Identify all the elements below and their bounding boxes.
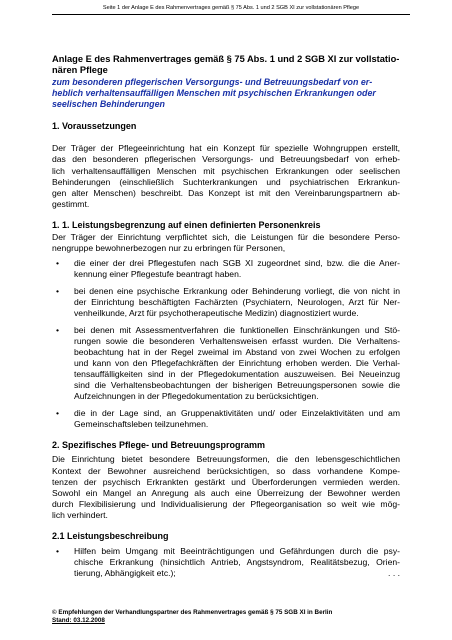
list-item-line: und kann von den Pflegefachkräften der Einrichtung erhoben werden. Die Verhal- xyxy=(74,358,400,369)
section-heading: 1. Voraussetzungen xyxy=(52,121,137,132)
footer-copyright: © Empfehlungen der Verhandlungspartner des Rahmenvertrages gemäß § 75 SGB XI in Berlin xyxy=(52,609,333,616)
paragraph-line: gen alter Menschen) beschreibt. Das Konzept ist mit den Vereinbarungspartnern ab- xyxy=(52,187,400,198)
footer-date: Stand: 03.12.2008 xyxy=(52,617,105,624)
bullet-marker: • xyxy=(56,325,60,336)
subtitle-line: seelischen Behinderungen xyxy=(52,99,165,110)
title-line: Anlage E des Rahmenvertrages gemäß § 75 Abs. 1 und 2 SGB XI zur vollstatio- xyxy=(52,54,400,64)
list-item-line: die einer der drei Pflegestufen nach SGB XI zugeordnet sind, bzw. die die Aner- xyxy=(74,257,400,268)
paragraph-line: Kontext der Bewohner ausreichend berücksichtigen, so dass vorhandene Kompe- xyxy=(52,465,400,476)
paragraph-line: Der Träger der Einrichtung verpflichtet sich, die Leistungen für die besondere Perso- xyxy=(52,231,400,242)
section-paragraph xyxy=(52,143,400,209)
list-item-line: die in der Lage sind, an Gruppenaktivitäten und/ oder Einzelaktivitäten und am xyxy=(74,408,400,419)
paragraph-line: Die Einrichtung bietet besondere Betreuungsformen, die den lebensgeschichtlichen xyxy=(52,454,400,465)
list-item-line: der Einrichtung beschäftigten Fachärzten (Psychiatern, Neurologen, Arzt für Ner- xyxy=(74,296,400,307)
list-item-line: sind die Verhaltensbeobachtungen der bisherigen Betreuungspersonen sowie die xyxy=(74,380,400,391)
list-item-line: beobachtung hat in der Regel zweimal im Abstand von zwei Wochen zu erfolgen xyxy=(74,347,400,358)
list-item-line: kennung einer Pflegestufe beantragt haben. xyxy=(74,268,242,279)
list-item xyxy=(52,325,400,402)
list-item-line: bei denen mit Assessmentverfahren die funktionellen Einschränkungen und Stö- xyxy=(74,325,400,336)
section-heading: 2. Spezifisches Pflege- und Betreuungsprogramm xyxy=(52,440,266,451)
paragraph-line: lich verhaltensauffälligen Menschen mit psychischen Erkrankungen oder seelischen xyxy=(52,165,400,176)
list-item xyxy=(52,286,400,319)
paragraph-line: das den besonderen pflegerischen Versorgungs- und Betreuungsbedarf von erheb- xyxy=(52,154,400,165)
bullet-marker: • xyxy=(56,408,60,419)
page-footer xyxy=(52,609,400,625)
subtitle-line: zum besonderen pflegerischen Versorgungs- und Betreuungsbedarf von er- xyxy=(52,76,373,87)
list-item-line: Hilfen beim Umgang mit Beeinträchtigungen und Gefährdungen durch die psy- xyxy=(74,545,400,556)
paragraph-line: nengruppe bewohnerbezogen nur zu erbringen für Personen, xyxy=(52,242,286,253)
paragraph-line: Der Träger der Pflegeeinrichtung hat ein Konzept für spezielle Wohngruppen erstellt, xyxy=(52,143,400,154)
bullet-marker: • xyxy=(56,545,60,556)
list-item-line: tierung, Abhängigkeit etc.); xyxy=(74,567,176,578)
list-item xyxy=(52,258,400,280)
list-item-line: venheilkunde, Arzt für psychotherapeutische Medizin) diagnostiziert wurde. xyxy=(74,307,359,318)
list-item xyxy=(52,546,400,579)
paragraph-line: Behinderungen (einschließlich Suchterkrankungen und psychiatrischen Erkrankun- xyxy=(52,176,400,187)
bullet-marker: • xyxy=(56,257,60,268)
list-item-line: chische Erkrankung (hinsichtlich Antrieb, Angstsyndrom, Realitätsbezug, Orien- xyxy=(74,556,400,567)
title-line: nären Pflege xyxy=(52,65,108,76)
section-heading: 1. 1. Leistungsbegrenzung auf einen definierten Personenkreis xyxy=(52,219,321,230)
list-item-line: tensauffälligkeiten sind in der Pflegedokumentation auszuweisen. Bei Neueinzug xyxy=(74,369,400,380)
subtitle-line: heblich verhaltensauffälligen Menschen mit psychischen Erkrankungen oder xyxy=(52,88,376,99)
list-item-line: Gemeinschaftsleben teilzunehmen. xyxy=(74,419,209,430)
document-subtitle xyxy=(52,77,400,111)
continuation-ellipsis: . . . xyxy=(388,567,400,578)
paragraph-line: gestimmt. xyxy=(52,198,90,209)
bullet-marker: • xyxy=(56,285,60,296)
list-item-line: bei denen eine psychische Erkrankung oder Behinderung vorliegt, die von nicht in xyxy=(74,285,400,296)
list-item-line: Aufzeichnungen in der Pflegedokumentation zu berücksichtigen. xyxy=(74,391,319,402)
section-heading: 2.1 Leistungsbeschreibung xyxy=(52,530,169,541)
document-title xyxy=(52,54,400,77)
paragraph-line: Sowohl ein Mangel an Anregung als auch eine Überreizung der Bewohner werden xyxy=(52,487,400,498)
paragraph-line: lich verhindert. xyxy=(52,509,108,520)
running-header: Seite 1 der Anlage E des Rahmenvertrages gemäß § 75 Abs. 1 und 2 SGB XI zur vollstationären Pflege xyxy=(52,5,410,15)
document-body xyxy=(52,54,400,579)
list-item-line: rungen sowie die besonderen Verhaltensweisen erfasst wurden. Die Verhaltens- xyxy=(74,336,400,347)
paragraph-line: durch Flexibilisierung und Individualisierung der Pflegeorganisation so weit wie mög- xyxy=(52,498,400,509)
list-item xyxy=(52,408,400,430)
section-paragraph xyxy=(52,232,400,254)
paragraph-line: tenzen der psychisch Erkrankten gestärkt und Überforderungen vermieden werden. xyxy=(52,476,400,487)
section-paragraph xyxy=(52,454,400,520)
